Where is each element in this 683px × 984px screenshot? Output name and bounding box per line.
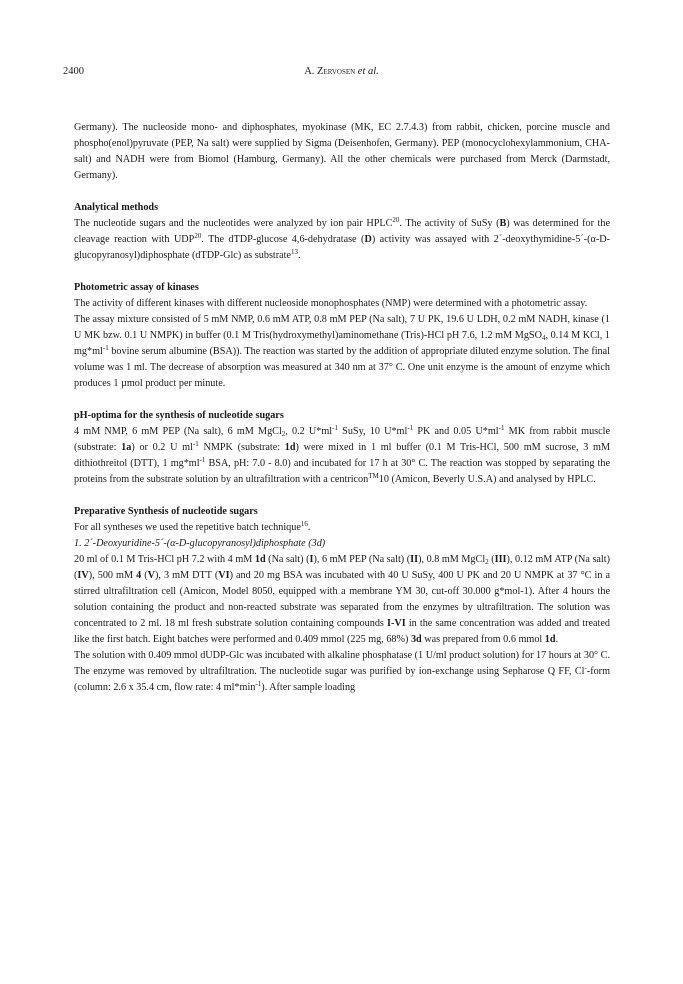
preparative-paragraph-1 [74,520,610,536]
text-run: 4 mM NMP, 6 mM PEP (Na salt), 6 mM MgCl [74,426,282,437]
text-run: ( [141,570,148,581]
text-run: For all syntheses we used the repetitive batch technique [74,522,301,533]
superscript: -1 [498,424,505,432]
photometric-assay-section [74,280,610,392]
compound-label: B [499,218,507,229]
text-run: ), 0.12 mM ATP (Na salt) ( [74,554,610,581]
text-run: ) activity was assayed with 2´-deoxythymidine-5´-(α-D-glucopyranosyl)diphosphate (dTDP-Glc) as substrate [74,234,610,261]
text-run: , 0.2 U*ml [285,426,333,437]
text-run: (Na salt) ( [265,554,310,565]
text-run: ). After sample loading [261,682,356,693]
text-run: bovine serum albumine (BSA)). The reaction was started by the addition of appropriate diluted enzyme solution. The final volume was 1 ml. The decrease of absorption was measured at 340 nm at 37° C. One unit enzyme is the amount of enzyme which produces 1 µmol product per minute. [74,346,610,389]
superscript: -1 [192,440,199,448]
intro-paragraph: Germany). The nucleoside mono- and diphosphates, myokinase (MK, EC 2.7.4.3) from rabbit, chicken, porcine muscle and phospho(enol)pyruvate (PEP, Na salt) were supplied by Sigma (Deisenhofen, Germany). PEP (monocyclohexylammonium, CHA-salt) and NADH were from Biomol (Hamburg, Germany). All the other chemicals were purchased from Merck (Darmstadt, Germany). [74,122,610,181]
compound-label: VI [218,570,230,581]
text-run: MK from rabbit muscle (substrate: [74,426,611,453]
text-run: . [298,250,301,261]
section-heading-preparative: Preparative Synthesis of nucleotide sugars [74,506,258,517]
ph-optima-paragraph [74,424,610,488]
preparative-synthesis-section [74,504,610,696]
photometric-paragraph-1: The activity of different kinases with different nucleoside monophosphates (NMP) were determined with a photometric assay. [74,298,588,309]
compound-label: IV [77,570,89,581]
compound-label: D [364,234,372,245]
superscript: -1 [199,456,206,464]
reference-number: 16 [300,520,308,528]
photometric-paragraph-2 [74,312,610,392]
text-run: ), 6 mM PEP (Na salt) ( [313,554,411,565]
superscript: -1 [332,424,338,432]
subscript: 2 [485,558,489,566]
text-run: PK and 0.05 U*ml [413,426,499,437]
preparative-paragraph-3 [74,648,610,696]
text-run: 20 ml of 0.1 M Tris-HCl pH 7.2 with 4 mM [74,554,255,565]
text-run: NMPK (substrate: [198,442,285,453]
text-run: . The dTDP-glucose 4,6-dehydratase ( [201,234,365,245]
subscript: 4 [541,334,546,342]
text-run: SuSy, 10 U*ml [337,426,408,437]
et-al: et al. [355,66,379,77]
intro-section [74,120,610,184]
text-run: ), 3 mM DTT ( [155,570,219,581]
section-heading-photometric: Photometric assay of kinases [74,282,199,293]
analytical-paragraph [74,216,610,264]
text-run: , 0.14 M KCl, 1 mg*ml [74,330,610,357]
text-run: . [555,634,559,645]
body-text [74,120,610,696]
reference-number: 20 [194,232,202,240]
text-run: ), 0.8 mM MgCl [418,554,486,565]
text-run: ) was determined for the cleavage reaction with UDP [74,218,610,245]
author-surname: Zervosen [317,66,356,77]
text-run: was prepared from 0.6 mmol [421,634,545,645]
compound-label: II [410,554,419,565]
text-run: ) and 20 mg BSA was incubated with 40 U SuSy, 400 U PK and 20 U NMPK at 37 °C in a stirred ultrafiltration cell (Amicon, Model 8050, equipped with a membrane YM 30, cut-off 30.000 g*mol-1). After 4 hours the solution containing the product and non-reacted substrate was separated from the enzymes by ultrafiltration. The solution was concentrated to 2 ml. 18 ml fresh substrate solution containing compounds [74,570,610,629]
page-number: 2400 [63,66,84,77]
compound-label: 1d [284,442,296,453]
superscript: - [584,664,587,672]
reference-number: 13 [291,248,299,256]
superscript: -1 [102,344,109,352]
text-run: The solution with 0.409 mmol dUDP-Glc was incubated with alkaline phosphatase (1 U/ml product solution) for 17 hours at 30° C. The enzyme was removed by ultrafiltration. The nucleotide sugar was purified by ion-exchange using Sepharose Q FF, Cl [74,650,611,677]
compound-label: I-VI [387,618,406,629]
compound-label: 1d [254,554,266,565]
text-run: The nucleotide sugars and the nucleotides were analyzed by ion pair HPLC [74,218,393,229]
compound-label: 1d [544,634,556,645]
text-run: -form (column: 2.6 x 35.4 cm, flow rate: 4 ml*min [74,666,610,693]
compound-label: III [494,554,507,565]
text-run: ) or 0.2 U ml [131,442,193,453]
compound-label: 4 [136,570,142,581]
text-run: ( [488,554,495,565]
subscript: 2 [281,430,286,438]
compound-label: I [309,554,314,565]
compound-label: 1a [121,442,132,453]
section-heading-ph-optima: pH-optima for the synthesis of nucleotide sugars [74,410,284,421]
analytical-methods-section [74,200,610,264]
author-initial: A. [304,66,318,77]
text-run: The assay mixture consisted of 5 mM NMP, 0.6 mM ATP, 0.8 mM PEP (Na salt), 7 U PK, 19.6 U LDH, 0.2 mM NADH, kinase (1 U MK bzw. 0.1 U NMPK) in buffer (0.1 M Tris(hydroxymethyl)aminomethane (Tris)-HCl pH 7.6, 1.2 mM MgSO [74,314,610,341]
running-head-author [63,66,620,77]
compound-label: 3d [410,634,422,645]
text-run: . The activity of SuSy ( [399,218,500,229]
text-run: BSA, pH: 7.0 - 8.0) and incubated for 17 h at 30° C. The reaction was stopped by separating the proteins from the substrate solution by an ultrafiltration with a centricon [74,458,610,485]
compound-label: V [147,570,155,581]
trademark-sign: TM [368,472,379,480]
section-heading-analytical: Analytical methods [74,202,159,213]
text-run: ), 500 mM [88,570,137,581]
subsection-heading-3d: 1. 2´-Deoxyuridine-5´-(α-D-glucopyranosyl)diphosphate (3d) [74,538,326,549]
text-run: in the same concentration was added and treated like the first batch. Eight batches were performed and 0.409 mmol (225 mg, 68%) [74,618,610,645]
running-header [63,66,620,80]
superscript: -1 [407,424,414,432]
ph-optima-section [74,408,610,488]
text-run: ) were mixed in 1 ml buffer (0.1 M Tris-HCl, 500 mM sucrose, 3 mM dithiothreitol (DTT), 1 mg*ml [74,442,611,469]
text-run: 10 (Amicon, Beverly U.S.A) and analysed by HPLC. [378,474,596,485]
reference-number: 20 [392,216,400,224]
superscript: -1 [255,680,262,688]
text-run: . [307,522,311,533]
preparative-paragraph-2 [74,552,610,648]
